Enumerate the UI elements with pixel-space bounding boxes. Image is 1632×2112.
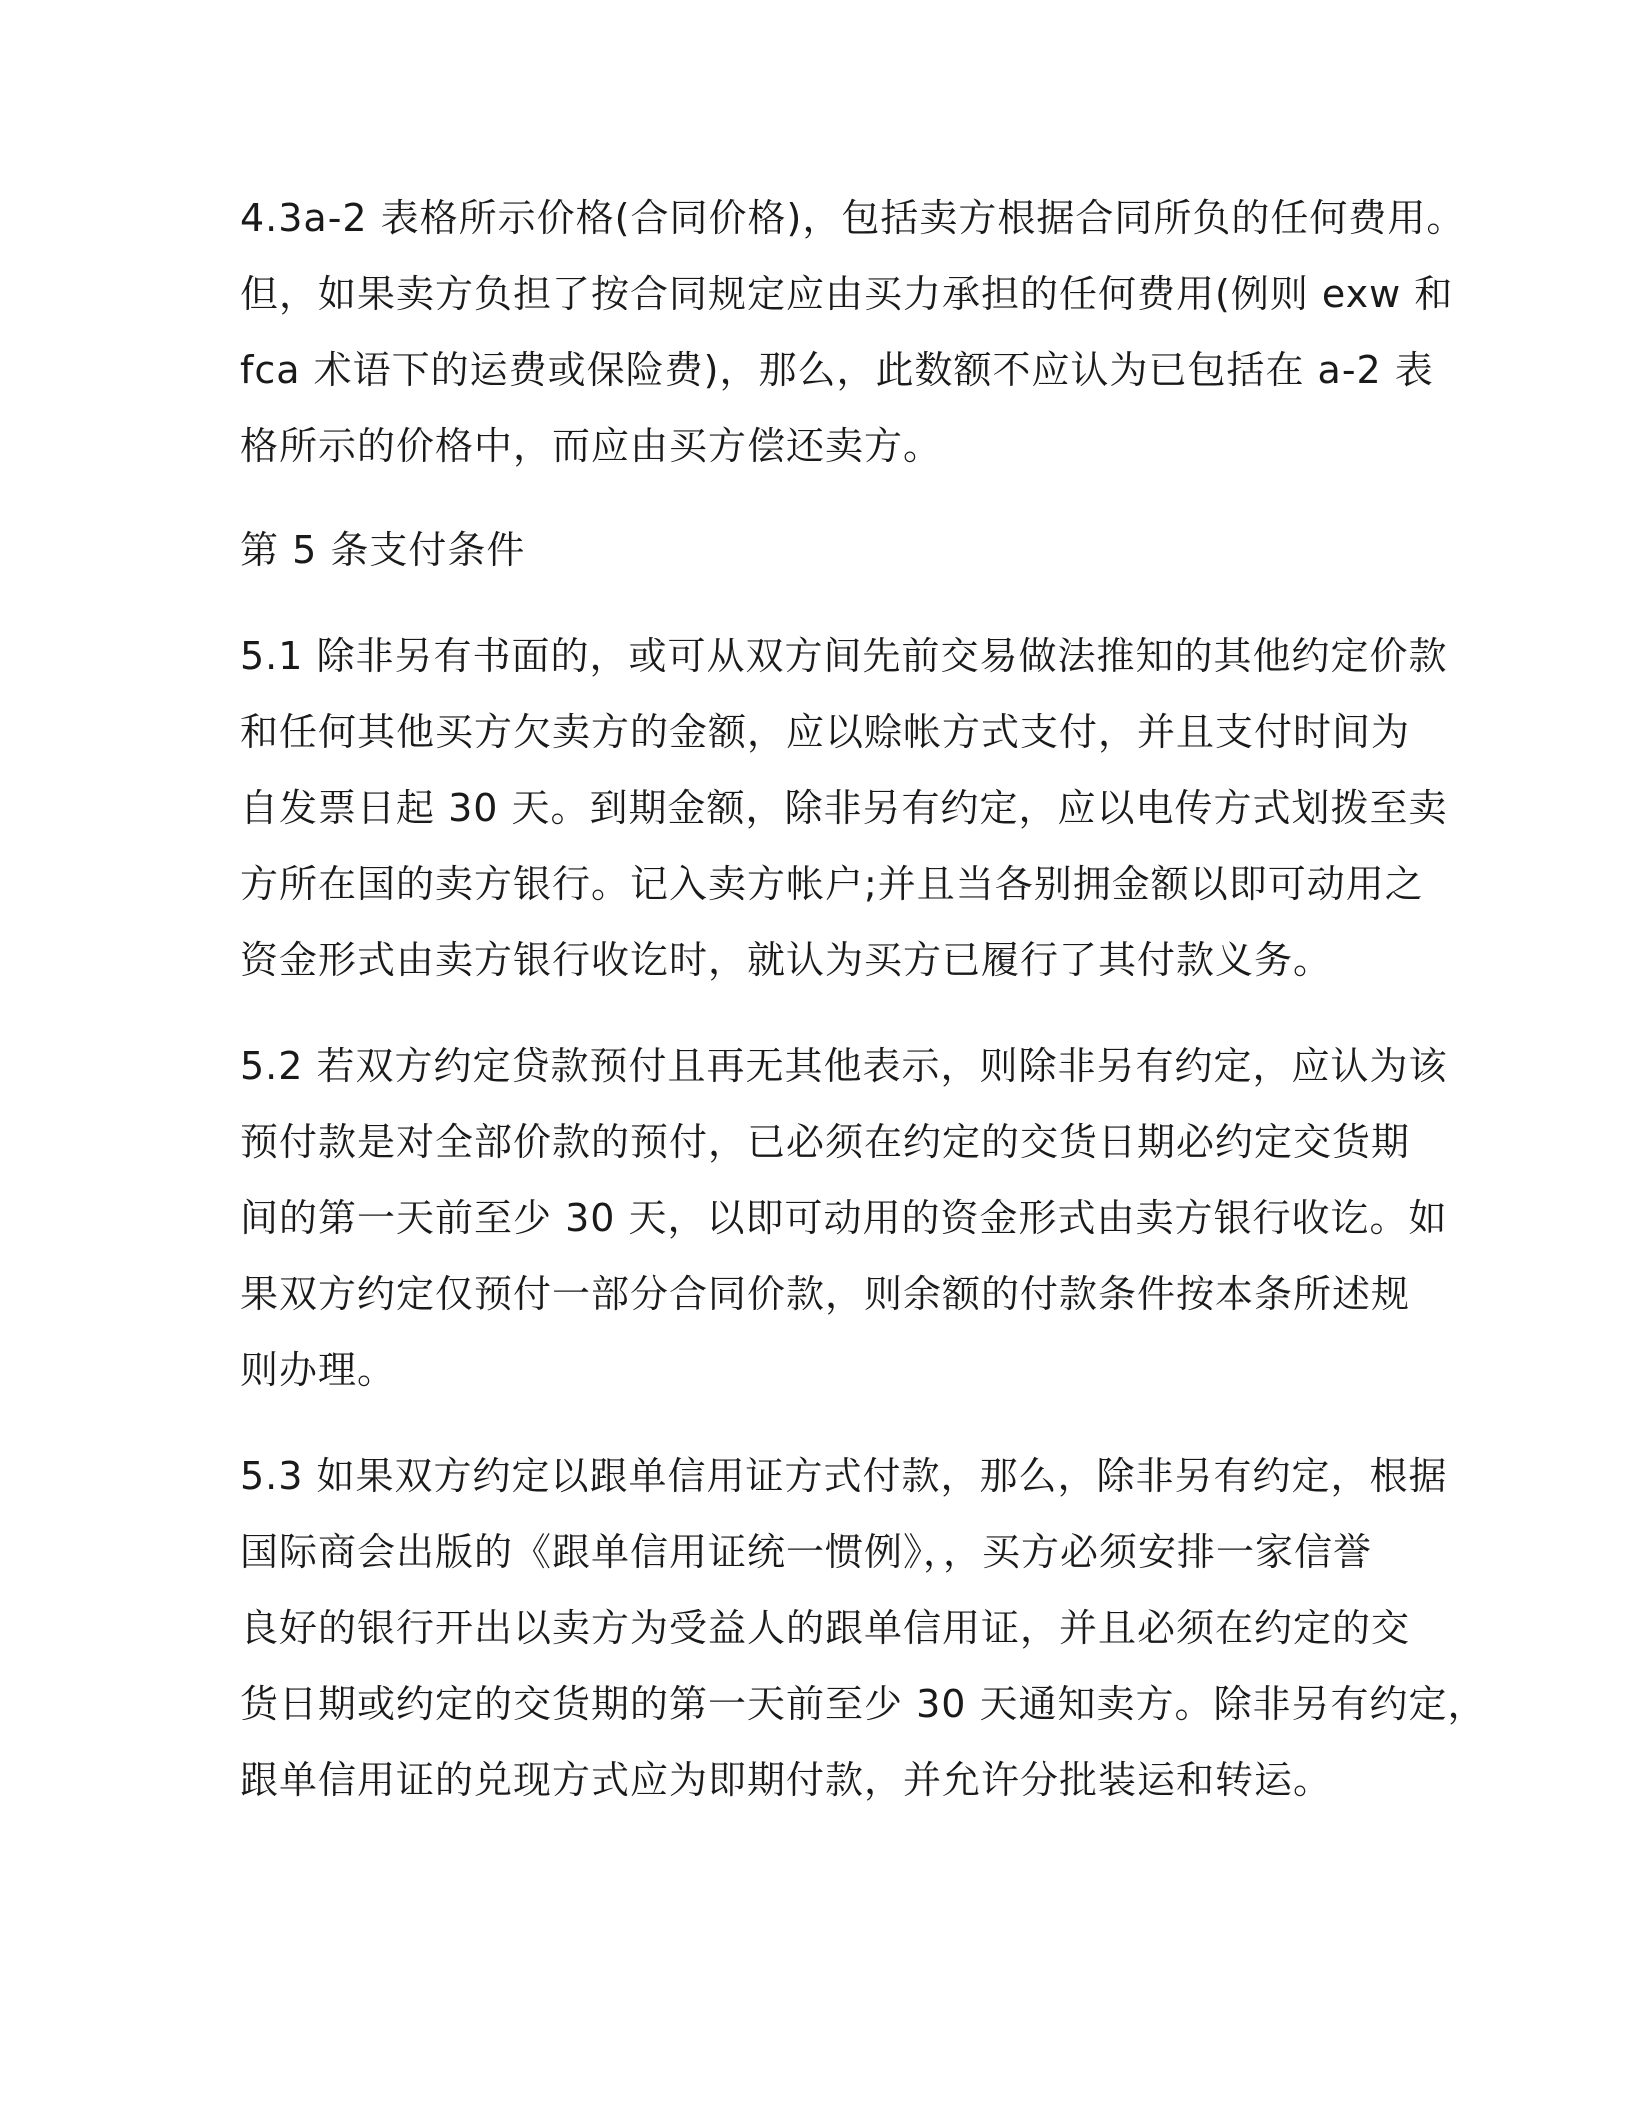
text-line: 4.3a-2 表格所示价格(合同价格)，包括卖方根据合同所负的任何费用。 [240, 196, 1466, 240]
text-line: 格所示的价格中，而应由买方偿还卖方。 [240, 424, 943, 468]
text-line: 预付款是对全部价款的预付，已必须在约定的交货日期必约定交货期 [240, 1120, 1411, 1164]
text-line: 和任何其他买方欠卖方的金额，应以赊帐方式支付，并且支付时间为 [240, 710, 1411, 754]
section-heading: 第 5 条支付条件 [240, 528, 526, 572]
text-line: 则办理。 [240, 1348, 397, 1392]
text-line: 但，如果卖方负担了按合同规定应由买力承担的任何费用(例则 exw 和 [240, 272, 1454, 316]
text-line: 良好的银行开出以卖方为受益人的跟单信用证，并且必须在约定的交 [240, 1606, 1411, 1650]
text-line: 自发票日起 30 天。到期金额，除非另有约定，应以电传方式划拨至卖 [240, 786, 1448, 830]
text-line: 资金形式由卖方银行收讫时，就认为买方已履行了其付款义务。 [240, 938, 1333, 982]
text-line: 方所在国的卖方银行。记入卖方帐户;并且当各别拥金额以即可动用之 [240, 862, 1424, 906]
text-line: 5.3 如果双方约定以跟单信用证方式付款，那么，除非另有约定，根据 [240, 1454, 1448, 1498]
text-line: 5.2 若双方约定贷款预付且再无其他表示，则除非另有约定，应认为该 [240, 1044, 1448, 1088]
text-line: 货日期或约定的交货期的第一天前至少 30 天通知卖方。除非另有约定， [240, 1682, 1487, 1726]
text-line: 5.1 除非另有书面的，或可从双方间先前交易做法推知的其他约定价款 [240, 634, 1448, 678]
text-line: 果双方约定仅预付一部分合同价款，则余额的付款条件按本条所述规 [240, 1272, 1411, 1316]
text-line: 间的第一天前至少 30 天，以即可动用的资金形式由卖方银行收讫。如 [240, 1196, 1448, 1240]
text-line: 跟单信用证的兑现方式应为即期付款，并允许分批装运和转运。 [240, 1758, 1333, 1802]
text-line: fca 术语下的运费或保险费)，那么，此数额不应认为已包括在 a-2 表 [240, 348, 1434, 392]
text-line: 国际商会出版的《跟单信用证统一惯例》，，买方必须安排一家信誉 [240, 1530, 1373, 1574]
